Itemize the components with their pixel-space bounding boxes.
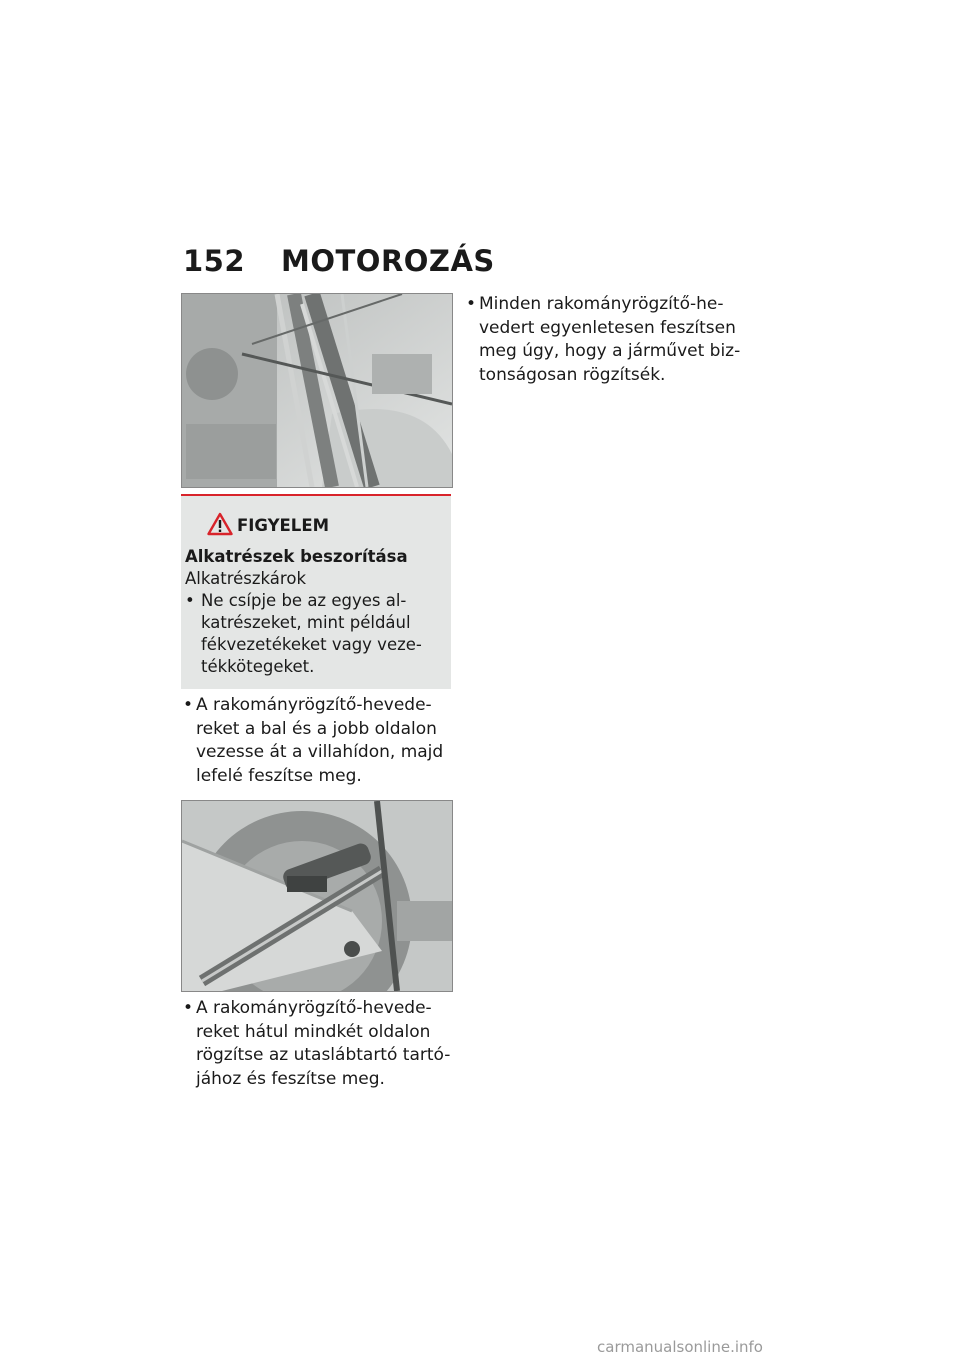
warning-title: FIGYELEM — [237, 516, 330, 535]
warning-box — [181, 496, 451, 689]
text-line: reket a bal és a jobb oldalon — [196, 718, 437, 739]
list-item-tension-straps: • Minden rakományrögzítő-he- vedert egyenletesen feszítsen meg úgy, hogy a járművet biz- tonságosan rögzítsék. — [466, 293, 766, 387]
warning-bullet-line: tékkötegeket. — [201, 657, 315, 676]
text-line: A rakományrögzítő-hevede- — [196, 998, 432, 1018]
text-line: Minden rakományrögzítő-he- — [479, 294, 724, 314]
text-line: vedert egyenletesen feszítsen — [479, 317, 736, 338]
warning-subtitle: Alkatrészek beszorítása — [185, 547, 408, 566]
warning-bullet-line: fékvezetékeket vagy veze- — [201, 635, 422, 654]
photo-front-fork-straps — [181, 293, 453, 488]
warning-bullet-line: Ne csípje be az egyes al- — [201, 591, 407, 610]
list-item-route-straps: • A rakományrögzítő-hevede- reket a bal és a jobb oldalon vezesse át a villahídon, majd lefelé feszítse meg. — [183, 694, 453, 788]
text-line: jához és feszítse meg. — [196, 1068, 385, 1089]
warning-consequence: Alkatrészkárok — [185, 569, 306, 588]
warning-triangle-icon — [207, 512, 233, 536]
text-line: A rakományrögzítő-hevede- — [196, 695, 432, 715]
text-line: tonságosan rögzítsék. — [479, 364, 666, 385]
watermark: carmanualsonline.info — [597, 1338, 763, 1356]
warning-bullet-line: katrészeket, mint például — [201, 613, 411, 632]
text-line: meg úgy, hogy a járművet biz- — [479, 341, 741, 361]
page-number: 152 — [183, 244, 246, 278]
text-line: reket hátul mindkét oldalon — [196, 1021, 431, 1042]
text-line: rögzítse az utaslábtartó tartó- — [196, 1045, 451, 1065]
list-item-attach-footrest: • A rakományrögzítő-hevede- reket hátul mindkét oldalon rögzítse az utaslábtartó tartó- jához és feszítse meg. — [183, 997, 453, 1091]
warning-bullet: • Ne csípje be az egyes al- katrészeket, mint például fékvezetékeket vagy veze- tékkötegeket. — [185, 590, 451, 678]
text-line: lefelé feszítse meg. — [196, 765, 362, 786]
text-line: vezesse át a villahídon, majd — [196, 742, 444, 762]
page-header — [183, 244, 495, 278]
photo-rear-footrest-straps — [181, 800, 453, 992]
section-title: MOTOROZÁS — [281, 244, 495, 278]
